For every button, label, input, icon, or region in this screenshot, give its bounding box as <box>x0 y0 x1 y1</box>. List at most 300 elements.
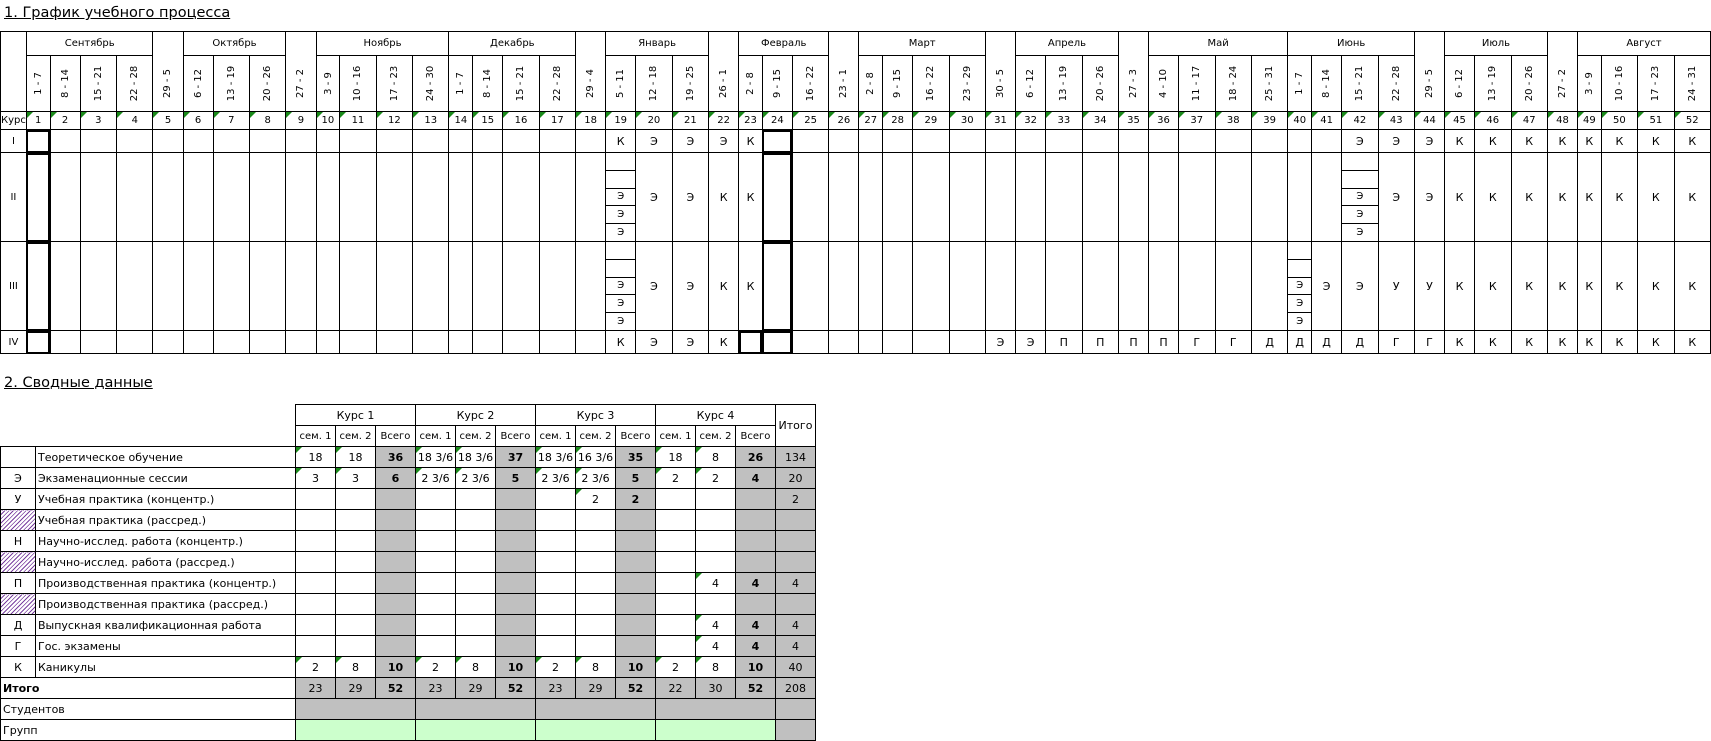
schedule-cell[interactable]: К <box>709 153 739 242</box>
summary-value[interactable] <box>576 594 616 615</box>
schedule-cell[interactable] <box>1118 153 1148 242</box>
summary-value[interactable] <box>656 552 696 573</box>
students-input[interactable] <box>416 699 536 720</box>
summary-value[interactable] <box>296 531 336 552</box>
schedule-cell[interactable] <box>1288 153 1312 242</box>
summary-value[interactable] <box>456 552 496 573</box>
summary-value[interactable] <box>336 615 376 636</box>
schedule-cell[interactable] <box>739 331 763 354</box>
schedule-cell[interactable]: К <box>1674 331 1710 354</box>
schedule-cell[interactable] <box>503 153 539 242</box>
summary-value[interactable] <box>696 489 736 510</box>
schedule-cell[interactable]: Э <box>672 331 708 354</box>
schedule-cell[interactable]: К <box>1475 130 1511 153</box>
schedule-cell[interactable] <box>1046 130 1082 153</box>
schedule-cell[interactable] <box>340 153 376 242</box>
schedule-cell[interactable] <box>80 153 116 242</box>
schedule-cell[interactable] <box>413 242 449 331</box>
summary-value[interactable]: 2 3/6 <box>536 468 576 489</box>
summary-value[interactable]: 2 <box>536 657 576 678</box>
summary-value[interactable] <box>296 636 336 657</box>
summary-value[interactable] <box>536 510 576 531</box>
summary-value[interactable]: 4 <box>696 636 736 657</box>
schedule-cell[interactable] <box>213 242 249 331</box>
schedule-cell[interactable] <box>1016 130 1046 153</box>
schedule-cell[interactable] <box>376 130 412 153</box>
schedule-cell[interactable] <box>213 130 249 153</box>
schedule-cell[interactable] <box>762 331 792 354</box>
summary-value[interactable] <box>576 573 616 594</box>
schedule-cell[interactable]: К <box>739 130 763 153</box>
schedule-cell[interactable] <box>539 331 575 354</box>
summary-value[interactable] <box>536 636 576 657</box>
schedule-cell[interactable] <box>413 153 449 242</box>
schedule-cell[interactable] <box>473 242 503 331</box>
schedule-cell[interactable]: Э <box>1342 130 1378 153</box>
groups-input[interactable] <box>656 720 776 741</box>
schedule-cell[interactable] <box>449 242 473 331</box>
summary-value[interactable]: 18 <box>336 447 376 468</box>
schedule-cell[interactable] <box>503 130 539 153</box>
schedule-cell[interactable] <box>50 331 80 354</box>
schedule-cell[interactable] <box>153 130 183 153</box>
summary-value[interactable] <box>656 615 696 636</box>
schedule-cell[interactable]: Э <box>1342 242 1378 331</box>
schedule-cell[interactable] <box>1179 153 1215 242</box>
schedule-cell[interactable] <box>949 130 985 153</box>
schedule-cell[interactable]: Д <box>1288 331 1312 354</box>
schedule-cell[interactable] <box>26 153 50 242</box>
schedule-cell[interactable] <box>1149 242 1179 331</box>
schedule-cell[interactable]: П <box>1046 331 1082 354</box>
schedule-cell[interactable] <box>473 153 503 242</box>
schedule-cell[interactable]: Э <box>709 130 739 153</box>
schedule-cell[interactable]: К <box>1577 130 1601 153</box>
schedule-cell[interactable]: К <box>1475 331 1511 354</box>
schedule-cell[interactable] <box>859 242 883 331</box>
summary-value[interactable]: 8 <box>336 657 376 678</box>
schedule-cell[interactable] <box>183 130 213 153</box>
summary-value[interactable]: 8 <box>696 447 736 468</box>
schedule-cell[interactable] <box>1215 242 1251 331</box>
schedule-cell[interactable] <box>949 331 985 354</box>
schedule-cell[interactable]: К <box>1475 153 1511 242</box>
schedule-cell[interactable] <box>1288 130 1312 153</box>
summary-value[interactable]: 2 3/6 <box>416 468 456 489</box>
summary-value[interactable] <box>296 594 336 615</box>
schedule-cell[interactable] <box>859 130 883 153</box>
schedule-cell[interactable]: К <box>739 242 763 331</box>
schedule-cell[interactable]: К <box>1547 242 1577 331</box>
schedule-cell[interactable] <box>1342 153 1378 242</box>
schedule-cell[interactable] <box>376 331 412 354</box>
summary-value[interactable] <box>416 573 456 594</box>
summary-value[interactable]: 8 <box>576 657 616 678</box>
schedule-cell[interactable]: П <box>1082 331 1118 354</box>
schedule-cell[interactable] <box>859 331 883 354</box>
schedule-cell[interactable] <box>117 130 153 153</box>
schedule-cell[interactable] <box>1288 242 1312 331</box>
schedule-cell[interactable]: Э <box>1378 153 1414 242</box>
summary-value[interactable]: 2 <box>656 468 696 489</box>
summary-value[interactable] <box>336 573 376 594</box>
summary-value[interactable] <box>456 636 496 657</box>
summary-value[interactable] <box>536 489 576 510</box>
schedule-cell[interactable] <box>286 153 316 242</box>
schedule-cell[interactable]: К <box>709 331 739 354</box>
schedule-cell[interactable] <box>606 242 636 331</box>
schedule-cell[interactable]: Д <box>1312 331 1342 354</box>
groups-input[interactable] <box>296 720 416 741</box>
summary-value[interactable] <box>336 510 376 531</box>
schedule-cell[interactable] <box>913 242 949 331</box>
schedule-cell[interactable]: Д <box>1251 331 1287 354</box>
schedule-cell[interactable] <box>1046 242 1082 331</box>
summary-value[interactable]: 18 3/6 <box>416 447 456 468</box>
schedule-cell[interactable] <box>340 130 376 153</box>
summary-value[interactable]: 8 <box>696 657 736 678</box>
schedule-cell[interactable] <box>213 331 249 354</box>
summary-value[interactable] <box>416 489 456 510</box>
schedule-cell[interactable] <box>859 153 883 242</box>
schedule-cell[interactable]: К <box>1601 331 1637 354</box>
summary-value[interactable] <box>536 573 576 594</box>
summary-value[interactable]: 3 <box>296 468 336 489</box>
summary-value[interactable] <box>456 489 496 510</box>
summary-value[interactable]: 4 <box>696 573 736 594</box>
schedule-cell[interactable]: К <box>1674 153 1710 242</box>
summary-value[interactable] <box>536 594 576 615</box>
summary-value[interactable] <box>296 510 336 531</box>
summary-value[interactable] <box>416 531 456 552</box>
schedule-cell[interactable] <box>576 331 606 354</box>
schedule-cell[interactable] <box>183 153 213 242</box>
schedule-cell[interactable]: Э <box>636 153 672 242</box>
schedule-cell[interactable] <box>1179 130 1215 153</box>
schedule-cell[interactable]: К <box>1601 153 1637 242</box>
schedule-cell[interactable] <box>1118 242 1148 331</box>
summary-value[interactable]: 18 3/6 <box>456 447 496 468</box>
schedule-cell[interactable]: У <box>1414 242 1444 331</box>
schedule-cell[interactable] <box>1082 130 1118 153</box>
schedule-cell[interactable] <box>829 242 859 331</box>
schedule-cell[interactable] <box>50 242 80 331</box>
schedule-cell[interactable]: К <box>1445 242 1475 331</box>
groups-input[interactable] <box>536 720 656 741</box>
schedule-cell[interactable] <box>376 242 412 331</box>
schedule-cell[interactable] <box>473 130 503 153</box>
summary-value[interactable] <box>536 615 576 636</box>
schedule-cell[interactable] <box>153 331 183 354</box>
summary-value[interactable]: 2 3/6 <box>576 468 616 489</box>
summary-value[interactable]: 18 <box>656 447 696 468</box>
schedule-cell[interactable]: К <box>1601 130 1637 153</box>
schedule-cell[interactable] <box>913 130 949 153</box>
summary-value[interactable] <box>576 636 616 657</box>
summary-value[interactable] <box>576 510 616 531</box>
schedule-cell[interactable] <box>153 242 183 331</box>
schedule-cell[interactable]: К <box>1638 242 1674 331</box>
summary-value[interactable] <box>296 489 336 510</box>
schedule-cell[interactable] <box>539 242 575 331</box>
summary-value[interactable]: 2 3/6 <box>456 468 496 489</box>
schedule-cell[interactable] <box>1215 130 1251 153</box>
summary-value[interactable] <box>296 573 336 594</box>
schedule-cell[interactable]: К <box>1638 130 1674 153</box>
schedule-cell[interactable] <box>26 331 50 354</box>
summary-value[interactable] <box>656 531 696 552</box>
summary-value[interactable] <box>416 594 456 615</box>
schedule-cell[interactable]: К <box>1547 153 1577 242</box>
schedule-cell[interactable] <box>250 153 286 242</box>
schedule-cell[interactable] <box>80 242 116 331</box>
schedule-cell[interactable] <box>80 331 116 354</box>
schedule-cell[interactable]: К <box>1638 153 1674 242</box>
schedule-cell[interactable] <box>829 331 859 354</box>
students-input[interactable] <box>536 699 656 720</box>
schedule-cell[interactable]: Г <box>1215 331 1251 354</box>
schedule-cell[interactable] <box>985 242 1015 331</box>
schedule-cell[interactable] <box>792 331 828 354</box>
schedule-cell[interactable] <box>1016 153 1046 242</box>
schedule-cell[interactable]: Э <box>985 331 1015 354</box>
schedule-cell[interactable]: Э <box>1414 130 1444 153</box>
schedule-cell[interactable]: К <box>1445 153 1475 242</box>
summary-value[interactable]: 2 <box>296 657 336 678</box>
summary-value[interactable]: 2 <box>416 657 456 678</box>
schedule-cell[interactable]: К <box>1511 153 1547 242</box>
schedule-cell[interactable] <box>762 242 792 331</box>
summary-value[interactable] <box>416 552 456 573</box>
schedule-cell[interactable]: К <box>1577 242 1601 331</box>
schedule-cell[interactable]: Г <box>1378 331 1414 354</box>
summary-value[interactable] <box>656 489 696 510</box>
summary-value[interactable] <box>696 594 736 615</box>
schedule-cell[interactable]: У <box>1378 242 1414 331</box>
schedule-cell[interactable] <box>883 153 913 242</box>
schedule-cell[interactable] <box>413 130 449 153</box>
schedule-cell[interactable]: К <box>1511 130 1547 153</box>
schedule-cell[interactable] <box>413 331 449 354</box>
schedule-cell[interactable] <box>792 153 828 242</box>
schedule-cell[interactable] <box>250 242 286 331</box>
schedule-cell[interactable] <box>117 331 153 354</box>
schedule-cell[interactable] <box>762 130 792 153</box>
schedule-cell[interactable]: К <box>709 242 739 331</box>
summary-value[interactable]: 16 3/6 <box>576 447 616 468</box>
schedule-cell[interactable] <box>762 153 792 242</box>
schedule-cell[interactable] <box>1312 153 1342 242</box>
students-input[interactable] <box>656 699 776 720</box>
schedule-cell[interactable]: К <box>1511 331 1547 354</box>
summary-value[interactable] <box>456 594 496 615</box>
schedule-cell[interactable]: К <box>1445 331 1475 354</box>
schedule-cell[interactable] <box>576 153 606 242</box>
schedule-cell[interactable] <box>50 153 80 242</box>
schedule-cell[interactable]: Э <box>1378 130 1414 153</box>
schedule-cell[interactable]: П <box>1118 331 1148 354</box>
summary-value[interactable] <box>336 489 376 510</box>
schedule-cell[interactable] <box>539 130 575 153</box>
summary-value[interactable] <box>656 594 696 615</box>
schedule-cell[interactable] <box>1179 242 1215 331</box>
schedule-cell[interactable] <box>1251 130 1287 153</box>
summary-value[interactable] <box>416 636 456 657</box>
summary-value[interactable]: 18 <box>296 447 336 468</box>
summary-value[interactable] <box>576 552 616 573</box>
summary-value[interactable] <box>656 573 696 594</box>
schedule-cell[interactable] <box>792 242 828 331</box>
schedule-cell[interactable]: К <box>1577 153 1601 242</box>
summary-value[interactable] <box>456 573 496 594</box>
schedule-cell[interactable] <box>1046 153 1082 242</box>
schedule-cell[interactable]: К <box>606 331 636 354</box>
schedule-cell[interactable]: К <box>1547 331 1577 354</box>
summary-value[interactable] <box>456 510 496 531</box>
schedule-cell[interactable]: К <box>1638 331 1674 354</box>
summary-value[interactable]: 2 <box>576 489 616 510</box>
schedule-cell[interactable]: Э <box>636 242 672 331</box>
schedule-cell[interactable] <box>883 331 913 354</box>
schedule-cell[interactable]: К <box>1475 242 1511 331</box>
schedule-cell[interactable] <box>316 331 340 354</box>
schedule-cell[interactable] <box>1082 153 1118 242</box>
schedule-cell[interactable]: К <box>739 153 763 242</box>
groups-input[interactable] <box>416 720 536 741</box>
schedule-cell[interactable] <box>449 153 473 242</box>
schedule-cell[interactable] <box>913 331 949 354</box>
summary-value[interactable] <box>696 510 736 531</box>
schedule-cell[interactable] <box>949 242 985 331</box>
schedule-cell[interactable] <box>286 331 316 354</box>
summary-value[interactable] <box>336 636 376 657</box>
summary-value[interactable] <box>696 552 736 573</box>
schedule-cell[interactable] <box>26 242 50 331</box>
schedule-cell[interactable] <box>449 130 473 153</box>
schedule-cell[interactable]: К <box>1511 242 1547 331</box>
summary-value[interactable] <box>336 594 376 615</box>
schedule-cell[interactable] <box>1251 153 1287 242</box>
summary-value[interactable]: 3 <box>336 468 376 489</box>
schedule-cell[interactable] <box>985 130 1015 153</box>
schedule-cell[interactable] <box>183 331 213 354</box>
summary-value[interactable] <box>296 552 336 573</box>
schedule-cell[interactable]: Э <box>1312 242 1342 331</box>
schedule-cell[interactable]: Э <box>1414 153 1444 242</box>
schedule-cell[interactable] <box>340 331 376 354</box>
summary-value[interactable] <box>576 615 616 636</box>
schedule-cell[interactable] <box>883 130 913 153</box>
schedule-cell[interactable] <box>606 153 636 242</box>
summary-value[interactable] <box>696 531 736 552</box>
schedule-cell[interactable] <box>913 153 949 242</box>
schedule-cell[interactable] <box>503 331 539 354</box>
schedule-cell[interactable] <box>213 153 249 242</box>
schedule-cell[interactable] <box>539 153 575 242</box>
summary-value[interactable] <box>336 531 376 552</box>
summary-value[interactable] <box>456 531 496 552</box>
schedule-cell[interactable]: Э <box>672 130 708 153</box>
students-input[interactable] <box>296 699 416 720</box>
schedule-cell[interactable]: К <box>1577 331 1601 354</box>
schedule-cell[interactable] <box>316 242 340 331</box>
schedule-cell[interactable] <box>153 153 183 242</box>
schedule-cell[interactable] <box>117 242 153 331</box>
summary-value[interactable] <box>536 552 576 573</box>
summary-value[interactable] <box>296 615 336 636</box>
summary-value[interactable] <box>456 615 496 636</box>
schedule-cell[interactable] <box>376 153 412 242</box>
schedule-cell[interactable] <box>183 242 213 331</box>
schedule-cell[interactable]: К <box>1445 130 1475 153</box>
schedule-cell[interactable]: К <box>606 130 636 153</box>
schedule-cell[interactable] <box>503 242 539 331</box>
schedule-cell[interactable] <box>286 242 316 331</box>
schedule-cell[interactable] <box>1016 242 1046 331</box>
schedule-cell[interactable]: Э <box>636 331 672 354</box>
schedule-cell[interactable]: Г <box>1179 331 1215 354</box>
schedule-cell[interactable] <box>26 130 50 153</box>
schedule-cell[interactable] <box>117 153 153 242</box>
schedule-cell[interactable]: Г <box>1414 331 1444 354</box>
schedule-cell[interactable] <box>1082 242 1118 331</box>
schedule-cell[interactable] <box>1215 153 1251 242</box>
schedule-cell[interactable]: П <box>1149 331 1179 354</box>
schedule-cell[interactable] <box>250 331 286 354</box>
summary-value[interactable] <box>576 531 616 552</box>
schedule-cell[interactable]: Э <box>636 130 672 153</box>
schedule-cell[interactable] <box>1149 130 1179 153</box>
schedule-cell[interactable] <box>576 130 606 153</box>
summary-value[interactable]: 4 <box>696 615 736 636</box>
schedule-cell[interactable] <box>829 153 859 242</box>
schedule-cell[interactable]: К <box>1547 130 1577 153</box>
schedule-cell[interactable] <box>316 130 340 153</box>
summary-value[interactable] <box>656 510 696 531</box>
schedule-cell[interactable] <box>985 153 1015 242</box>
schedule-cell[interactable] <box>1149 153 1179 242</box>
summary-value[interactable] <box>336 552 376 573</box>
schedule-cell[interactable] <box>50 130 80 153</box>
schedule-cell[interactable] <box>1118 130 1148 153</box>
schedule-cell[interactable] <box>473 331 503 354</box>
schedule-cell[interactable]: К <box>1674 242 1710 331</box>
schedule-cell[interactable] <box>792 130 828 153</box>
summary-value[interactable]: 18 3/6 <box>536 447 576 468</box>
schedule-cell[interactable] <box>340 242 376 331</box>
schedule-cell[interactable] <box>576 242 606 331</box>
summary-value[interactable] <box>656 636 696 657</box>
schedule-cell[interactable]: Э <box>672 153 708 242</box>
schedule-cell[interactable]: К <box>1601 242 1637 331</box>
summary-value[interactable] <box>416 615 456 636</box>
schedule-cell[interactable] <box>1251 242 1287 331</box>
schedule-cell[interactable] <box>829 130 859 153</box>
summary-value[interactable]: 2 <box>696 468 736 489</box>
schedule-cell[interactable] <box>1312 130 1342 153</box>
summary-value[interactable] <box>416 510 456 531</box>
summary-value[interactable]: 2 <box>656 657 696 678</box>
schedule-cell[interactable] <box>80 130 116 153</box>
schedule-cell[interactable] <box>286 130 316 153</box>
schedule-cell[interactable] <box>883 242 913 331</box>
schedule-cell[interactable]: К <box>1674 130 1710 153</box>
schedule-cell[interactable] <box>250 130 286 153</box>
schedule-cell[interactable]: Д <box>1342 331 1378 354</box>
summary-value[interactable]: 8 <box>456 657 496 678</box>
summary-value[interactable] <box>536 531 576 552</box>
schedule-cell[interactable] <box>449 331 473 354</box>
